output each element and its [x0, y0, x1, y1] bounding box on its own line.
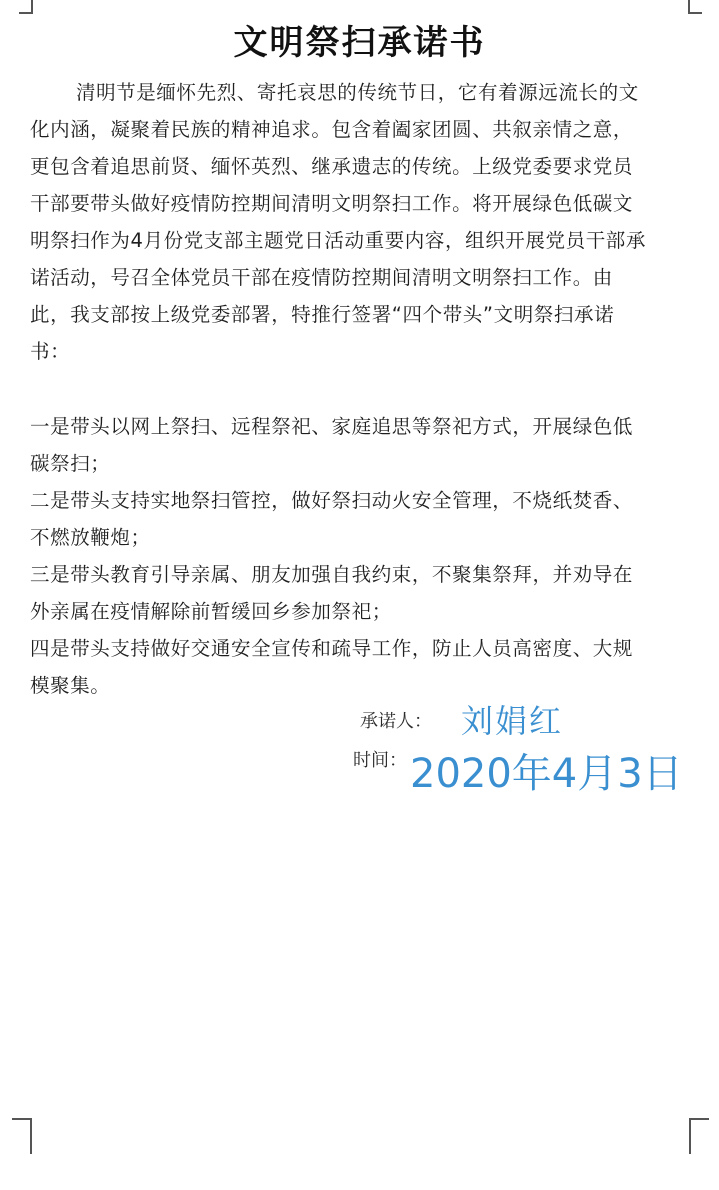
- commitment-items: [30, 408, 692, 704]
- corner-mark-bottom-right: [689, 1118, 709, 1154]
- corner-mark-top-right: [688, 0, 702, 14]
- intro-line: 更包含着追思前贤、缅怀英烈、继承遗志的传统。上级党委要求党员: [30, 155, 634, 178]
- intro-line: 书：: [30, 340, 71, 363]
- item-line: 三是带头教育引导亲属、朋友加强自我约束，不聚集祭拜，并劝导在: [30, 563, 634, 586]
- intro-line: 诺活动，号召全体党员干部在疫情防控期间清明文明祭扫工作。由: [30, 266, 613, 289]
- intro-line: 清明节是缅怀先烈、寄托哀思的传统节日，它有着源远流长的文: [76, 81, 639, 104]
- signer-label: 承诺人：: [360, 711, 432, 732]
- item-line: 碳祭扫；: [30, 452, 111, 475]
- intro-line: 此，我支部按上级党委部署，特推行签署“四个带头”文明祭扫承诺: [30, 303, 615, 326]
- item-line: 不燃放鞭炮；: [30, 526, 151, 549]
- item-line: 外亲属在疫情解除前暂缓回乡参加祭祀；: [30, 600, 392, 623]
- corner-mark-bottom-left: [12, 1118, 32, 1154]
- signer-name: 刘娟红: [461, 702, 564, 740]
- item-line: 二是带头支持实地祭扫管控，做好祭扫动火安全管理，不烧纸焚香、: [30, 489, 634, 512]
- document-title: 文明祭扫承诺书: [233, 23, 486, 63]
- item-line: 一是带头以网上祭扫、远程祭祀、家庭追思等祭祀方式，开展绿色低: [30, 415, 634, 438]
- intro-line: 明祭扫作为4月份党支部主题党日活动重要内容，组织开展党员干部承: [30, 229, 647, 252]
- corner-mark-top-left: [19, 0, 33, 14]
- intro-line: 化内涵，凝聚着民族的精神追求。包含着阖家团圆、共叙亲情之意，: [30, 118, 634, 141]
- date-value: 2020年4月3日: [410, 751, 683, 797]
- item-line: 四是带头支持做好交通安全宣传和疏导工作，防止人员高密度、大规: [30, 637, 634, 660]
- time-label: 时间：: [353, 750, 407, 771]
- item-line: 模聚集。: [30, 674, 111, 697]
- intro-line: 干部要带头做好疫情防控期间清明文明祭扫工作。将开展绿色低碳文: [30, 192, 634, 215]
- intro-paragraph: [30, 74, 692, 370]
